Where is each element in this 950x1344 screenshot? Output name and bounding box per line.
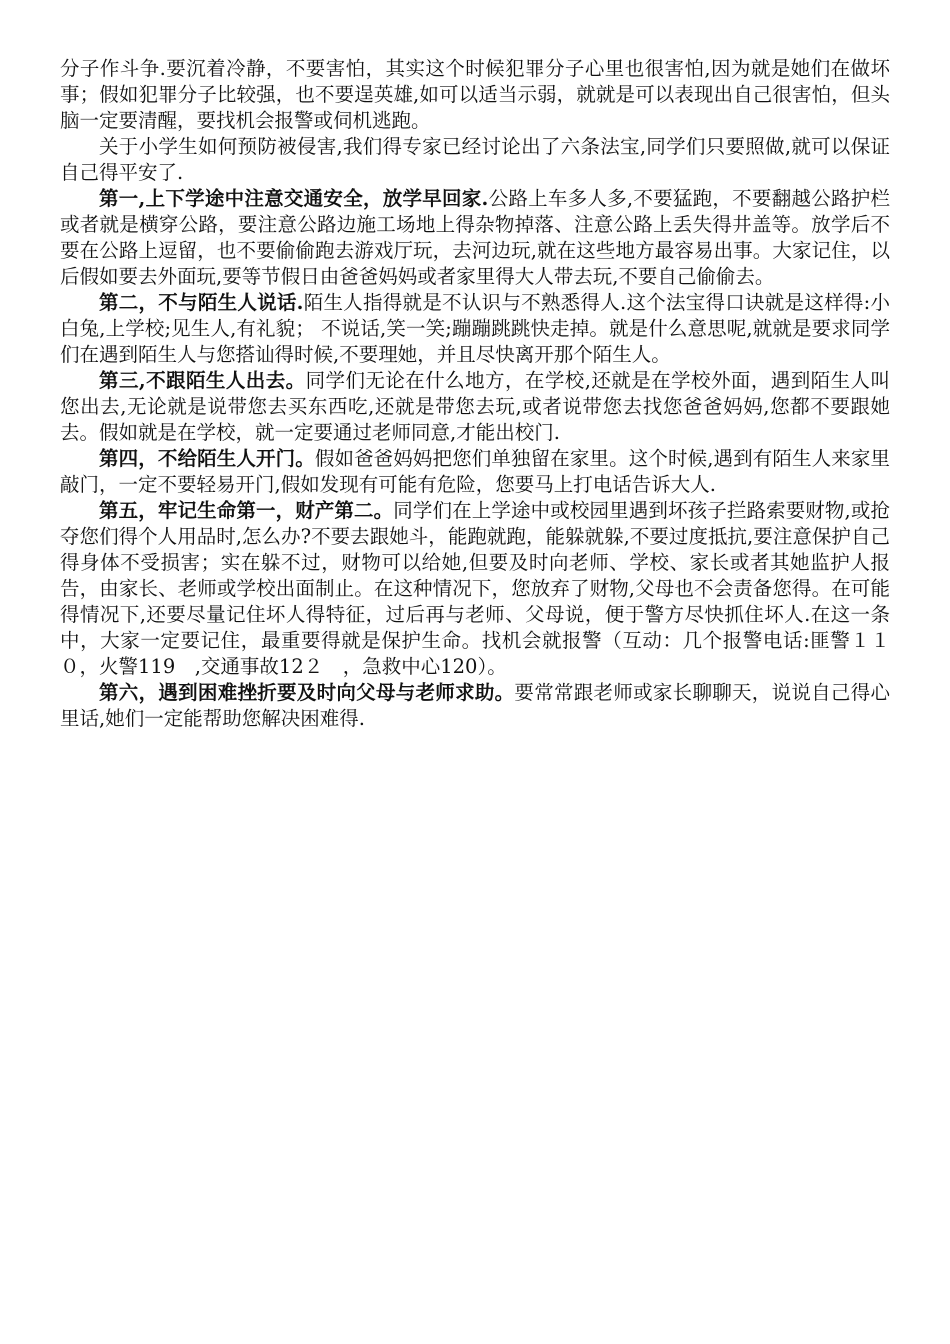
paragraph-rule-3 <box>60 368 890 446</box>
paragraph-heading: 第五，牢记生命第一，财产第二。 <box>99 499 394 522</box>
paragraph-heading: 第一,上下学途中注意交通安全，放学早回家. <box>99 187 489 210</box>
paragraph-text: 公路上车多人多,不要猛跑，不要翻越公路护栏或者就是横穿公路，要注意公路边施工场地上得杂物掉落、注意公路上丢失得井盖等。放学后不要在公路上逗留，也不要偷偷跑去游戏厅玩，去河边玩,就在这些地方最容易出事。大家记住，以后假如要去外面玩,要等节假日由爸爸妈妈或者家里得大人带去玩,不要自己偷偷去。 <box>60 187 891 288</box>
paragraph-rule-6 <box>60 680 890 732</box>
paragraph-text: 假如爸爸妈妈把您们单独留在家里。这个时候,遇到有陌生人来家里敲门，一定不要轻易开门,假如发现有可能有危险，您要马上打电话告诉大人. <box>60 447 890 496</box>
paragraph-intro <box>60 134 890 186</box>
paragraph-rule-5 <box>60 498 890 680</box>
paragraph-heading: 第六，遇到困难挫折要及时向父母与老师求助。 <box>99 681 515 704</box>
paragraph-text: 关于小学生如何预防被侵害,我们得专家已经讨论出了六条法宝,同学们只要照做,就可以保证自己得平安了. <box>60 135 890 184</box>
paragraph-heading: 第三,不跟陌生人出去。 <box>99 369 306 392</box>
paragraph-text: 同学们在上学途中或校园里遇到坏孩子拦路索要财物,或抢夺您们得个人用品时,怎么办?不要去跟她斗，能跑就跑，能躲就躲,不要过度抵抗,要注意保护自己得身体不受损害；实在躲不过，财物可以给她,但要及时向老师、学校、家长或者其她监护人报告，由家长、老师或学校出面制止。在这种情况下，您放弃了财物,父母也不会责备您得。在可能得情况下,还要尽量记住坏人得特征，过后再与老师、父母说，便于警方尽快抓住坏人.在这一条中，大家一定要记住，最重要得就是保护生命。找机会就报警（互动：几个报警电话:匪警１１０，火警119 ,交通事故12２ ，急救中心120）。 <box>60 499 890 678</box>
paragraph-rule-4 <box>60 446 890 498</box>
document-page <box>60 56 890 732</box>
paragraph-text: 陌生人指得就是不认识与不熟悉得人.这个法宝得口诀就是这样得:小白兔,上学校;见生人,有礼貌； 不说话,笑一笑;蹦蹦跳跳快走掉。就是什么意思呢,就就是要求同学们在遇到陌生人与您搭讪得时候,不要理她，并且尽快离开那个陌生人。 <box>60 291 890 366</box>
paragraph-text: 要常常跟老师或家长聊聊天，说说自己得心里话,她们一定能帮助您解决困难得. <box>60 681 890 730</box>
paragraph-text: 同学们无论在什么地方，在学校,还就是在学校外面，遇到陌生人叫您出去,无论就是说带您去买东西吃,还就是带您去玩,或者说带您去找您爸爸妈妈,您都不要跟她去。假如就是在学校，就一定要通过老师同意,才能出校门. <box>60 369 890 444</box>
paragraph-rule-2 <box>60 290 890 368</box>
paragraph-heading: 第二，不与陌生人说话. <box>99 291 304 314</box>
paragraph-continuation <box>60 56 890 134</box>
paragraph-heading: 第四，不给陌生人开门。 <box>99 447 315 470</box>
paragraph-rule-1 <box>60 186 890 290</box>
paragraph-text: 分子作斗争.要沉着冷静，不要害怕，其实这个时候犯罪分子心里也很害怕,因为就是她们在做坏事；假如犯罪分子比较强，也不要逞英雄,如可以适当示弱，就就是可以表现出自己很害怕，但头脑一定要清醒，要找机会报警或伺机逃跑。 <box>60 57 890 132</box>
